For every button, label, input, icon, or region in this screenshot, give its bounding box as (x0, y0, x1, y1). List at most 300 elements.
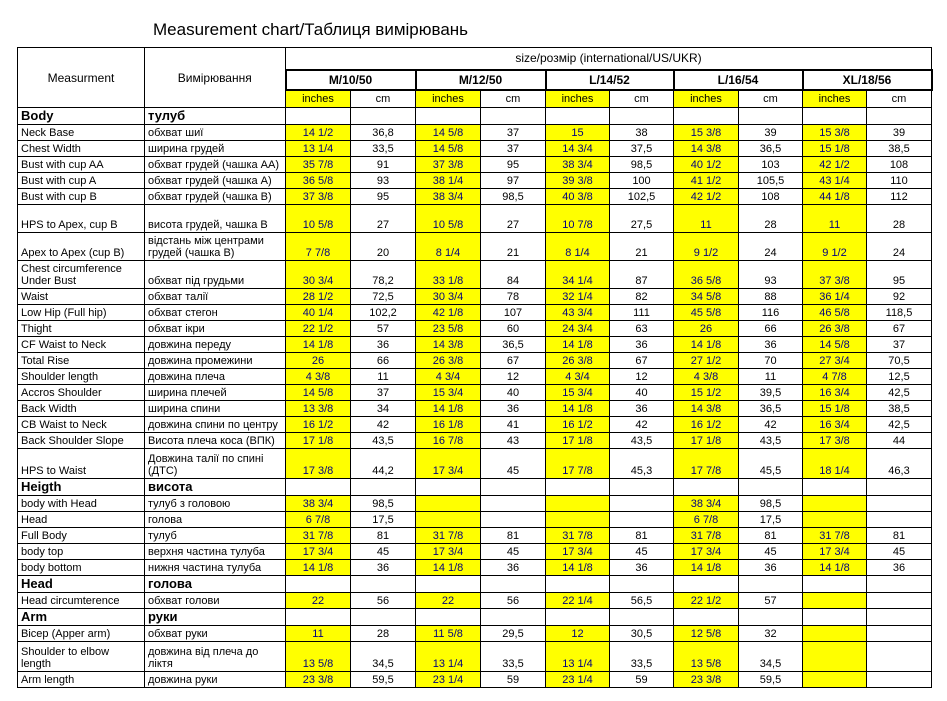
value-inches-cell: 6 7/8 (674, 512, 739, 528)
value-inches-cell: 40 1/4 (286, 305, 351, 321)
measurement-row (18, 233, 932, 261)
value-cm-cell: 46,3 (867, 449, 932, 479)
value-inches-cell: 26 3/8 (416, 353, 481, 369)
section-empty-cell (803, 108, 867, 125)
size-column-header: M/12/50 (416, 70, 546, 90)
measurement-name-uk: обхват талії (145, 289, 286, 305)
section-empty-cell (546, 479, 610, 496)
value-cm-cell: 100 (610, 173, 674, 189)
value-inches-cell: 34 5/8 (674, 289, 739, 305)
value-cm-cell (610, 512, 674, 528)
value-inches-cell: 23 3/8 (674, 672, 739, 688)
value-cm-cell: 40 (481, 385, 546, 401)
value-inches-cell (803, 512, 867, 528)
value-inches-cell: 27 1/2 (674, 353, 739, 369)
measurement-row (18, 353, 932, 369)
column-header-measurement-uk: Вимірювання (145, 48, 286, 108)
value-inches-cell: 17 3/4 (546, 544, 610, 560)
measurement-row (18, 417, 932, 433)
measurement-name-uk: обхват стегон (145, 305, 286, 321)
section-empty-cell (286, 108, 351, 125)
value-inches-cell: 8 1/4 (546, 233, 610, 261)
value-inches-cell: 37 3/8 (286, 189, 351, 205)
value-cm-cell: 36,5 (739, 401, 803, 417)
value-inches-cell: 43 1/4 (803, 173, 867, 189)
value-inches-cell: 42 1/2 (674, 189, 739, 205)
value-inches-cell: 22 (416, 593, 481, 609)
measurement-name-en: Chest Width (18, 141, 145, 157)
measurement-name-en: Bust with cup AA (18, 157, 145, 173)
size-group-header: size/розмір (international/US/UKR) (286, 48, 932, 70)
measurement-name-en: Bust with cup B (18, 189, 145, 205)
value-cm-cell: 95 (867, 261, 932, 289)
value-cm-cell: 21 (481, 233, 546, 261)
value-inches-cell: 11 (286, 626, 351, 642)
value-cm-cell: 45 (867, 544, 932, 560)
value-cm-cell: 103 (739, 157, 803, 173)
value-cm-cell: 34 (351, 401, 416, 417)
section-empty-cell (351, 479, 416, 496)
value-cm-cell: 37 (481, 141, 546, 157)
value-inches-cell: 44 1/8 (803, 189, 867, 205)
measurement-name-uk: ширина плечей (145, 385, 286, 401)
section-empty-cell (739, 108, 803, 125)
size-column-header: XL/18/56 (803, 70, 932, 90)
value-inches-cell: 18 1/4 (803, 449, 867, 479)
section-empty-cell (481, 576, 546, 593)
measurement-name-en: CB Waist to Neck (18, 417, 145, 433)
section-title-en: Head (18, 576, 145, 593)
section-empty-cell (610, 479, 674, 496)
value-cm-cell: 108 (867, 157, 932, 173)
section-empty-cell (610, 576, 674, 593)
measurement-name-uk: довжина промежини (145, 353, 286, 369)
section-empty-cell (286, 609, 351, 626)
value-cm-cell: 118,5 (867, 305, 932, 321)
value-inches-cell: 43 3/4 (546, 305, 610, 321)
value-inches-cell (416, 512, 481, 528)
value-cm-cell: 27 (351, 205, 416, 233)
section-title-en: Body (18, 108, 145, 125)
value-cm-cell: 63 (610, 321, 674, 337)
value-cm-cell: 37 (481, 125, 546, 141)
value-cm-cell (481, 496, 546, 512)
value-inches-cell: 4 3/4 (416, 369, 481, 385)
measurement-row (18, 528, 932, 544)
value-inches-cell: 11 (674, 205, 739, 233)
value-cm-cell: 42 (739, 417, 803, 433)
value-cm-cell: 84 (481, 261, 546, 289)
value-inches-cell: 34 1/4 (546, 261, 610, 289)
value-inches-cell: 15 3/4 (416, 385, 481, 401)
value-cm-cell: 27,5 (610, 205, 674, 233)
measurement-row (18, 401, 932, 417)
unit-inches-header: inches (803, 90, 867, 108)
section-empty-cell (546, 609, 610, 626)
measurement-chart-page (0, 20, 947, 688)
value-inches-cell: 22 1/2 (286, 321, 351, 337)
value-inches-cell: 17 3/4 (803, 544, 867, 560)
value-cm-cell: 56 (351, 593, 416, 609)
value-inches-cell: 9 1/2 (803, 233, 867, 261)
value-inches-cell: 42 1/2 (803, 157, 867, 173)
value-cm-cell: 45 (351, 544, 416, 560)
section-title-uk: руки (145, 609, 286, 626)
measurement-name-uk: висота грудей, чашка В (145, 205, 286, 233)
measurement-row (18, 369, 932, 385)
value-inches-cell: 38 3/4 (674, 496, 739, 512)
measurement-name-en: HPS to Waist (18, 449, 145, 479)
value-inches-cell: 14 1/8 (286, 560, 351, 576)
value-inches-cell: 16 3/4 (803, 385, 867, 401)
value-inches-cell: 33 1/8 (416, 261, 481, 289)
value-cm-cell (867, 626, 932, 642)
value-inches-cell: 13 1/4 (546, 642, 610, 672)
measurement-row (18, 337, 932, 353)
value-inches-cell (803, 593, 867, 609)
value-inches-cell: 17 7/8 (674, 449, 739, 479)
measurement-row (18, 672, 932, 688)
value-cm-cell: 33,5 (610, 642, 674, 672)
section-title-uk: голова (145, 576, 286, 593)
section-empty-cell (674, 108, 739, 125)
value-inches-cell: 17 3/4 (416, 544, 481, 560)
value-cm-cell (867, 672, 932, 688)
section-empty-cell (674, 609, 739, 626)
measurement-name-en: Neck Base (18, 125, 145, 141)
value-inches-cell: 22 1/4 (546, 593, 610, 609)
measurement-name-uk: довжина від плеча до ліктя (145, 642, 286, 672)
value-cm-cell: 59,5 (739, 672, 803, 688)
value-inches-cell: 14 5/8 (286, 385, 351, 401)
value-inches-cell: 36 5/8 (674, 261, 739, 289)
value-inches-cell: 38 3/4 (546, 157, 610, 173)
unit-inches-header: inches (286, 90, 351, 108)
value-inches-cell: 10 5/8 (416, 205, 481, 233)
section-empty-cell (867, 576, 932, 593)
value-inches-cell: 14 1/8 (546, 560, 610, 576)
value-cm-cell (610, 496, 674, 512)
value-cm-cell: 91 (351, 157, 416, 173)
measurement-name-uk: обхват грудей (чашка В) (145, 189, 286, 205)
value-inches-cell: 4 3/8 (674, 369, 739, 385)
value-inches-cell: 36 1/4 (803, 289, 867, 305)
measurement-name-uk: обхват руки (145, 626, 286, 642)
section-row (18, 576, 932, 593)
value-inches-cell: 22 (286, 593, 351, 609)
size-column-header: L/14/52 (546, 70, 674, 90)
value-inches-cell: 17 1/8 (674, 433, 739, 449)
value-cm-cell (867, 593, 932, 609)
value-inches-cell: 23 5/8 (416, 321, 481, 337)
value-inches-cell: 14 5/8 (416, 141, 481, 157)
measurement-row (18, 305, 932, 321)
value-inches-cell: 14 1/8 (286, 337, 351, 353)
value-cm-cell: 36 (610, 337, 674, 353)
value-cm-cell: 60 (481, 321, 546, 337)
value-cm-cell: 92 (867, 289, 932, 305)
value-inches-cell: 14 3/8 (416, 337, 481, 353)
unit-cm-header: cm (739, 90, 803, 108)
value-inches-cell: 38 1/4 (416, 173, 481, 189)
value-cm-cell: 44 (867, 433, 932, 449)
value-cm-cell: 37,5 (610, 141, 674, 157)
measurement-row (18, 512, 932, 528)
measurement-row (18, 261, 932, 289)
section-empty-cell (351, 609, 416, 626)
value-cm-cell: 28 (351, 626, 416, 642)
value-cm-cell: 36 (739, 560, 803, 576)
measurement-name-en: CF Waist to Neck (18, 337, 145, 353)
value-cm-cell: 87 (610, 261, 674, 289)
value-inches-cell: 24 3/4 (546, 321, 610, 337)
section-title-uk: тулуб (145, 108, 286, 125)
measurement-name-uk: ширина спини (145, 401, 286, 417)
section-title-uk: висота (145, 479, 286, 496)
value-cm-cell: 32 (739, 626, 803, 642)
measurement-name-en: Back Shoulder Slope (18, 433, 145, 449)
value-cm-cell: 12,5 (867, 369, 932, 385)
section-empty-cell (351, 108, 416, 125)
value-cm-cell: 20 (351, 233, 416, 261)
value-inches-cell: 17 3/4 (674, 544, 739, 560)
section-empty-cell (739, 576, 803, 593)
value-cm-cell: 28 (867, 205, 932, 233)
value-inches-cell: 14 1/2 (286, 125, 351, 141)
value-inches-cell: 17 3/4 (416, 449, 481, 479)
value-cm-cell: 45,3 (610, 449, 674, 479)
value-inches-cell: 30 3/4 (286, 261, 351, 289)
value-cm-cell: 39,5 (739, 385, 803, 401)
measurement-row (18, 560, 932, 576)
value-cm-cell: 42,5 (867, 417, 932, 433)
measurement-name-en: Thight (18, 321, 145, 337)
value-cm-cell: 105,5 (739, 173, 803, 189)
value-cm-cell: 43 (481, 433, 546, 449)
value-inches-cell: 9 1/2 (674, 233, 739, 261)
value-inches-cell: 16 3/4 (803, 417, 867, 433)
value-inches-cell: 14 1/8 (674, 337, 739, 353)
section-empty-cell (610, 108, 674, 125)
measurement-name-uk: довжина плеча (145, 369, 286, 385)
value-inches-cell: 14 3/8 (674, 141, 739, 157)
value-inches-cell: 15 1/8 (803, 141, 867, 157)
value-cm-cell: 67 (610, 353, 674, 369)
value-inches-cell: 12 (546, 626, 610, 642)
value-inches-cell (803, 496, 867, 512)
value-inches-cell: 42 1/8 (416, 305, 481, 321)
measurement-name-en: body bottom (18, 560, 145, 576)
value-inches-cell: 17 3/8 (803, 433, 867, 449)
value-cm-cell: 95 (351, 189, 416, 205)
value-inches-cell: 40 3/8 (546, 189, 610, 205)
measurement-name-uk: Довжина талії по спині (ДТС) (145, 449, 286, 479)
value-cm-cell: 107 (481, 305, 546, 321)
value-cm-cell: 39 (739, 125, 803, 141)
value-cm-cell: 93 (739, 261, 803, 289)
value-inches-cell: 14 1/8 (546, 337, 610, 353)
measurement-row (18, 496, 932, 512)
measurement-name-en: Head circumterence (18, 593, 145, 609)
value-cm-cell: 42 (351, 417, 416, 433)
value-cm-cell: 38 (610, 125, 674, 141)
value-inches-cell: 16 7/8 (416, 433, 481, 449)
value-inches-cell: 15 3/4 (546, 385, 610, 401)
section-empty-cell (416, 576, 481, 593)
value-inches-cell: 15 3/8 (803, 125, 867, 141)
value-inches-cell: 14 5/8 (803, 337, 867, 353)
value-cm-cell: 116 (739, 305, 803, 321)
value-inches-cell: 17 1/8 (286, 433, 351, 449)
value-inches-cell: 15 3/8 (674, 125, 739, 141)
section-empty-cell (286, 576, 351, 593)
value-inches-cell: 17 1/8 (546, 433, 610, 449)
value-cm-cell: 40 (610, 385, 674, 401)
measurement-name-en: Back Width (18, 401, 145, 417)
section-empty-cell (867, 609, 932, 626)
value-cm-cell: 102,2 (351, 305, 416, 321)
value-inches-cell: 16 1/2 (286, 417, 351, 433)
value-inches-cell: 7 7/8 (286, 233, 351, 261)
value-inches-cell: 39 3/8 (546, 173, 610, 189)
measurement-row (18, 433, 932, 449)
value-inches-cell: 13 3/8 (286, 401, 351, 417)
value-cm-cell: 24 (867, 233, 932, 261)
section-empty-cell (739, 609, 803, 626)
value-cm-cell: 98,5 (481, 189, 546, 205)
value-inches-cell: 31 7/8 (416, 528, 481, 544)
value-cm-cell: 72,5 (351, 289, 416, 305)
measurement-name-en: Accros Shoulder (18, 385, 145, 401)
measurement-row (18, 205, 932, 233)
measurement-name-en: Arm length (18, 672, 145, 688)
value-cm-cell: 11 (739, 369, 803, 385)
value-inches-cell (803, 642, 867, 672)
value-cm-cell: 43,5 (351, 433, 416, 449)
value-cm-cell: 27 (481, 205, 546, 233)
measurement-name-en: body top (18, 544, 145, 560)
measurement-name-uk: тулуб (145, 528, 286, 544)
value-inches-cell: 40 1/2 (674, 157, 739, 173)
value-cm-cell: 108 (739, 189, 803, 205)
section-empty-cell (867, 108, 932, 125)
value-cm-cell: 81 (739, 528, 803, 544)
value-cm-cell (481, 512, 546, 528)
section-empty-cell (351, 576, 416, 593)
value-inches-cell: 10 7/8 (546, 205, 610, 233)
value-cm-cell: 97 (481, 173, 546, 189)
value-inches-cell: 26 3/8 (546, 353, 610, 369)
unit-inches-header: inches (674, 90, 739, 108)
value-inches-cell: 15 1/2 (674, 385, 739, 401)
value-cm-cell: 81 (481, 528, 546, 544)
measurement-name-en: Low Hip (Full hip) (18, 305, 145, 321)
section-empty-cell (416, 609, 481, 626)
value-cm-cell: 66 (351, 353, 416, 369)
value-cm-cell: 45 (481, 449, 546, 479)
measurement-name-en: Full Body (18, 528, 145, 544)
column-header-measurement-en: Measurment (18, 48, 145, 108)
value-cm-cell: 67 (481, 353, 546, 369)
measurement-table-body (18, 108, 932, 688)
value-inches-cell: 11 (803, 205, 867, 233)
section-row (18, 479, 932, 496)
value-cm-cell: 24 (739, 233, 803, 261)
value-cm-cell: 36,8 (351, 125, 416, 141)
value-inches-cell: 23 1/4 (416, 672, 481, 688)
value-cm-cell: 59 (481, 672, 546, 688)
value-cm-cell: 45 (610, 544, 674, 560)
measurement-row (18, 157, 932, 173)
value-inches-cell (546, 512, 610, 528)
value-inches-cell: 13 1/4 (286, 141, 351, 157)
value-cm-cell: 59,5 (351, 672, 416, 688)
measurement-name-en: Shoulder length (18, 369, 145, 385)
measurement-row (18, 141, 932, 157)
measurement-row (18, 626, 932, 642)
measurement-name-uk: довжина руки (145, 672, 286, 688)
value-cm-cell: 34,5 (351, 642, 416, 672)
value-inches-cell: 28 1/2 (286, 289, 351, 305)
value-inches-cell: 31 7/8 (546, 528, 610, 544)
measurement-row (18, 593, 932, 609)
measurement-name-uk: Висота плеча коса (ВПК) (145, 433, 286, 449)
value-cm-cell: 45,5 (739, 449, 803, 479)
measurement-name-en: Total Rise (18, 353, 145, 369)
value-inches-cell: 46 5/8 (803, 305, 867, 321)
value-inches-cell: 32 1/4 (546, 289, 610, 305)
section-empty-cell (803, 479, 867, 496)
value-cm-cell: 81 (867, 528, 932, 544)
value-cm-cell: 44,2 (351, 449, 416, 479)
section-empty-cell (286, 479, 351, 496)
measurement-name-en: HPS to Apex, cup B (18, 205, 145, 233)
value-inches-cell: 8 1/4 (416, 233, 481, 261)
value-inches-cell (416, 496, 481, 512)
value-inches-cell: 16 1/2 (546, 417, 610, 433)
value-cm-cell: 36,5 (739, 141, 803, 157)
section-empty-cell (739, 479, 803, 496)
measurement-name-uk: голова (145, 512, 286, 528)
value-cm-cell: 56 (481, 593, 546, 609)
value-cm-cell: 36 (867, 560, 932, 576)
page-title: Measurement chart/Таблиця вимірювань (153, 20, 469, 39)
value-inches-cell: 17 3/8 (286, 449, 351, 479)
measurement-name-en: Head (18, 512, 145, 528)
value-cm-cell: 30,5 (610, 626, 674, 642)
value-cm-cell: 81 (610, 528, 674, 544)
section-empty-cell (481, 108, 546, 125)
section-row (18, 609, 932, 626)
value-cm-cell: 98,5 (739, 496, 803, 512)
value-cm-cell: 36 (481, 560, 546, 576)
value-inches-cell: 11 5/8 (416, 626, 481, 642)
measurement-row (18, 544, 932, 560)
value-cm-cell: 45 (739, 544, 803, 560)
value-inches-cell: 37 3/8 (416, 157, 481, 173)
value-inches-cell: 14 3/8 (674, 401, 739, 417)
value-cm-cell: 38,5 (867, 141, 932, 157)
value-cm-cell: 36 (610, 560, 674, 576)
value-cm-cell: 95 (481, 157, 546, 173)
value-inches-cell: 26 (674, 321, 739, 337)
value-inches-cell: 15 1/8 (803, 401, 867, 417)
unit-cm-header: cm (867, 90, 932, 108)
measurement-name-uk: обхват грудей (чашка А) (145, 173, 286, 189)
value-cm-cell: 38,5 (867, 401, 932, 417)
value-cm-cell: 39 (867, 125, 932, 141)
value-inches-cell: 14 1/8 (674, 560, 739, 576)
